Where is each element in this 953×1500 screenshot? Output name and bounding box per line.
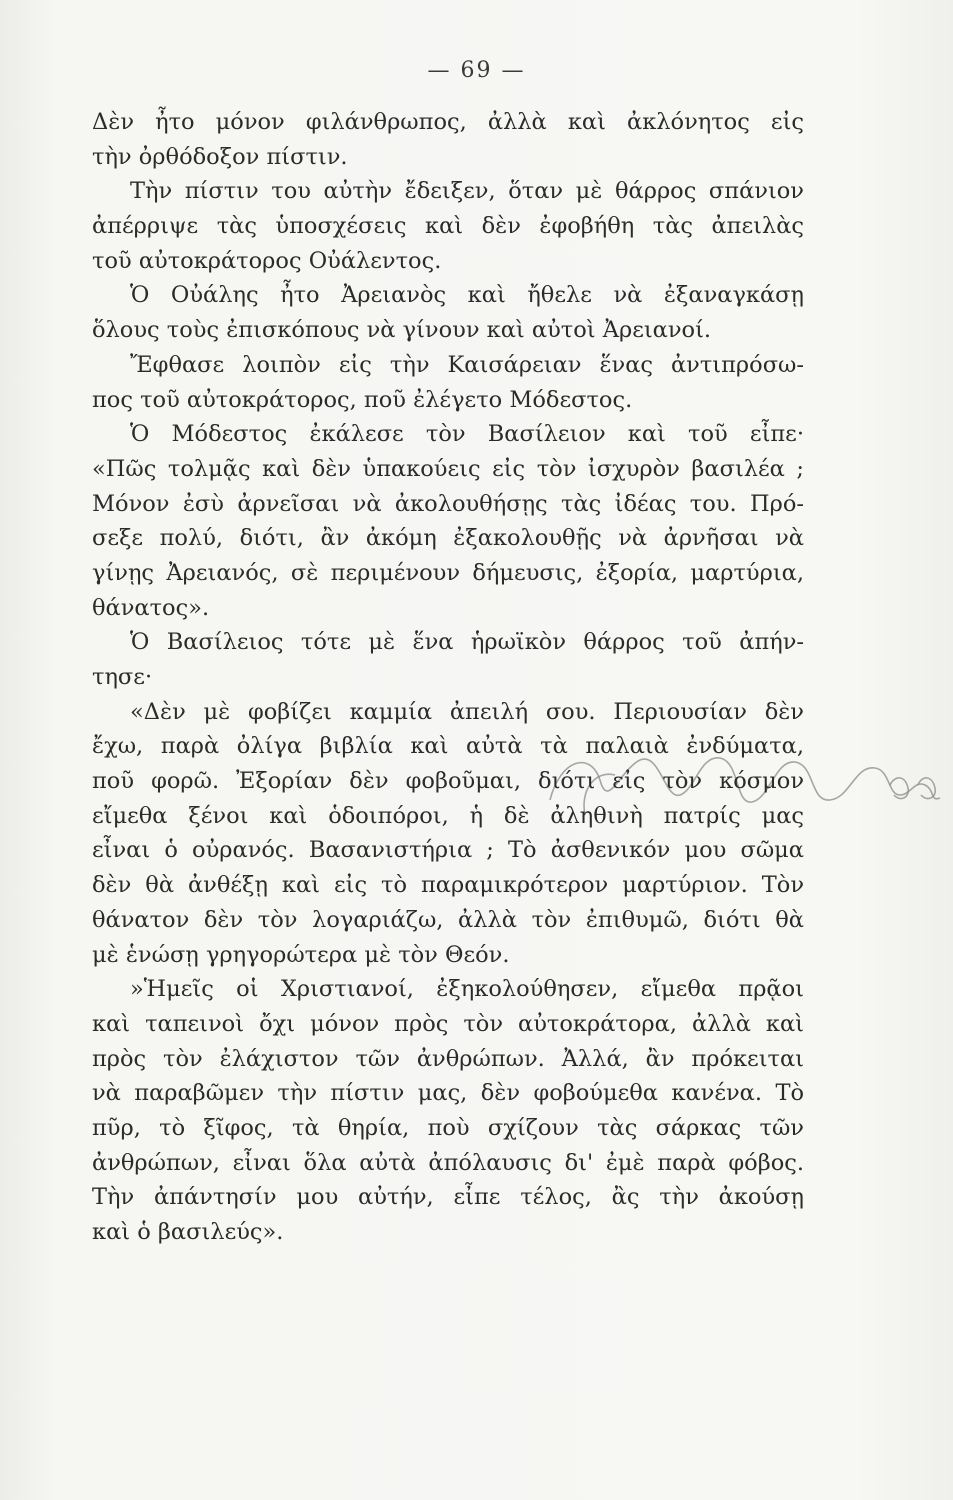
text-line: πος τοῦ αὐτοκράτορος, ποῦ ἐλέγετο Μόδεστος. [92, 386, 633, 413]
text-line: θάνατον δὲν τὸν λογαριάζω, ἀλλὰ τὸν ἐπιθυμῶ, διότι θὰ [92, 906, 804, 933]
text-line: Δὲν ἦτο μόνον φιλάνθρωπος, ἀλλὰ καὶ ἀκλόνητος εἰς [92, 109, 804, 135]
text-line: Τὴν πίστιν του αὐτὴν ἔδειξεν, ὅταν μὲ θάρρος σπάνιον [130, 178, 804, 205]
text-line: Ὁ Οὐάλης ἦτο Ἀρειανὸς καὶ ἤθελε νὰ ἐξαναγκάσῃ [130, 282, 804, 309]
text-line: θάνατος». [92, 594, 210, 621]
text-line: »Ἡμεῖς οἱ Χριστιανοί, ἐξηκολούθησεν, εἴμεθα πρᾷοι [130, 976, 804, 1003]
text-line: γίνῃς Ἀρειανός, σὲ περιμένουν δήμευσις, ἐξορία, μαρτύρια, [92, 559, 804, 586]
text-line: εἶναι ὁ οὐρανός. Βασανιστήρια ; Τὸ ἀσθενικόν μου σῶμα [92, 837, 804, 864]
text-line: Ἔφθασε λοιπὸν εἰς τὴν Καισάρειαν ἕνας ἀντιπρόσω- [130, 351, 804, 378]
text-line: ποῦ φορῶ. Ἐξορίαν δὲν φοβοῦμαι, διότι εἰς τὸν κόσμον [92, 768, 804, 795]
text-line: σεξε πολύ, διότι, ἂν ἀκόμη ἐξακολουθῇς νὰ ἀρνῆσαι νὰ [92, 525, 804, 552]
text-line: τοῦ αὐτοκράτορος Οὐάλεντος. [92, 247, 442, 274]
text-line: μὲ ἑνώσῃ γρηγορώτερα μὲ τὸν Θεόν. [92, 941, 510, 968]
text-line: καὶ ὁ βασιλεύς». [92, 1219, 284, 1245]
body-text [92, 105, 804, 1250]
text-line: εἴμεθα ξένοι καὶ ὁδοιπόροι, ἡ δὲ ἀληθινὴ πατρίς μας [92, 802, 804, 829]
text-line: ἀνθρώπων, εἶναι ὅλα αὐτὰ ἀπόλαυσις δι' ἐμὲ παρὰ φόβος. [92, 1149, 804, 1176]
text-line: ὅλους τοὺς ἐπισκόπους νὰ γίνουν καὶ αὐτοὶ Ἀρειανοί. [92, 317, 712, 344]
text-line: πρὸς τὸν ἐλάχιστον τῶν ἀνθρώπων. Ἀλλά, ἂν πρόκειται [92, 1045, 804, 1072]
page-number: — 69 — [427, 58, 526, 83]
text-line: τὴν ὀρθόδοξον πίστιν. [92, 143, 348, 170]
text-line: Ὁ Βασίλειος τότε μὲ ἕνα ἡρωϊκὸν θάρρος τοῦ ἀπήν- [130, 629, 804, 656]
text-line: ἔχω, παρὰ ὀλίγα βιβλία καὶ αὐτὰ τὰ παλαιὰ ἐνδύματα, [92, 733, 804, 760]
text-line: δὲν θὰ ἀνθέξῃ καὶ εἰς τὸ παραμικρότερον μαρτύριον. Τὸν [92, 872, 804, 899]
text-line: Μόνον ἐσὺ ἀρνεῖσαι νὰ ἀκολουθήσῃς τὰς ἰδέας του. Πρό- [92, 490, 804, 517]
text-line: καὶ ταπεινοὶ ὄχι μόνον πρὸς τὸν αὐτοκράτορα, ἀλλὰ καὶ [92, 1010, 804, 1037]
text-line: νὰ παραβῶμεν τὴν πίστιν μας, δὲν φοβούμεθα κανένα. Τὸ [92, 1080, 804, 1107]
text-line: Τὴν ἀπάντησίν μου αὐτήν, εἶπε τέλος, ἂς τὴν ἀκούσῃ [92, 1184, 804, 1211]
text-line: Ὁ Μόδεστος ἐκάλεσε τὸν Βασίλειον καὶ τοῦ εἶπε· [130, 421, 804, 448]
text-line: πῦρ, τὸ ξῖφος, τὰ θηρία, ποὺ σχίζουν τὰς σάρκας τῶν [92, 1114, 804, 1141]
text-line: «Δὲν μὲ φοβίζει καμμία ἀπειλή σου. Περιουσίαν δὲν [130, 698, 804, 725]
text-line: τησε· [92, 664, 153, 690]
text-line: «Πῶς τολμᾷς καὶ δὲν ὑπακούεις εἰς τὸν ἰσχυρὸν βασιλέα ; [92, 455, 804, 482]
text-line: ἀπέρριψε τὰς ὑποσχέσεις καὶ δὲν ἐφοβήθη τὰς ἀπειλὰς [92, 213, 804, 240]
